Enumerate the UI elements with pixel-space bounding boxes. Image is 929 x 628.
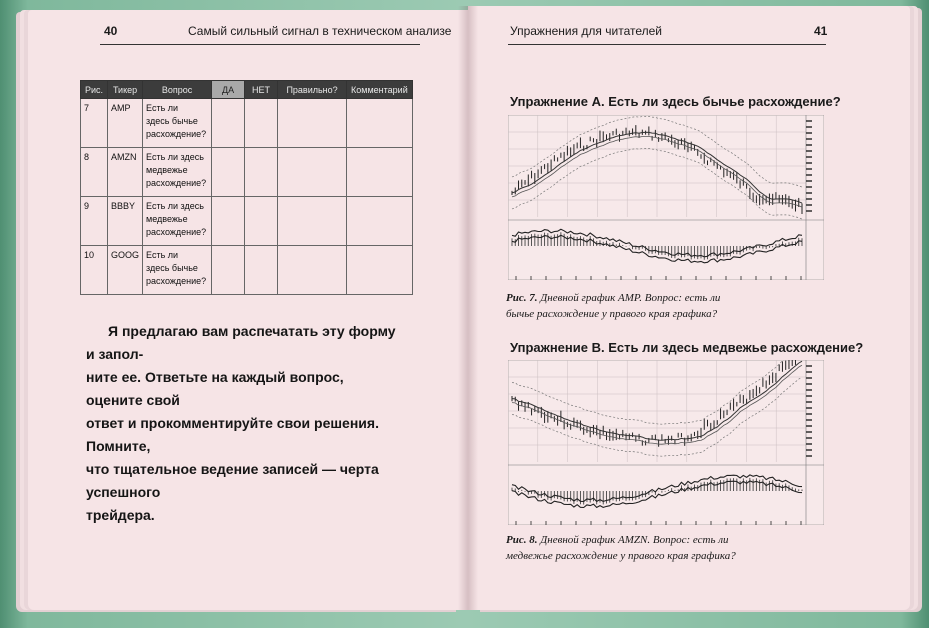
- row-question: Есть ли здесь медвежье расхождение?: [143, 197, 212, 246]
- cell-correct[interactable]: [278, 148, 347, 197]
- row-fig: 9: [81, 197, 108, 246]
- exercise-a-title: Упражнение А. Есть ли здесь бычье расхождение?: [510, 94, 841, 109]
- left-running-title: Самый сильный сигнал в техническом анализе: [188, 24, 452, 38]
- row-ticker: AMZN: [108, 148, 143, 197]
- cell-comment[interactable]: [347, 197, 413, 246]
- figure-8-caption: Рис. 8. Дневной график AMZN. Вопрос: есть ли медвежье расхождение у правого края графика?: [506, 534, 736, 562]
- row-ticker: BBBY: [108, 197, 143, 246]
- cell-comment[interactable]: [347, 99, 413, 148]
- cell-no[interactable]: [245, 99, 278, 148]
- col-yes: ДА: [212, 81, 245, 99]
- exercise-b-title: Упражнение В. Есть ли здесь медвежье расхождение?: [510, 340, 864, 355]
- cell-comment[interactable]: [347, 246, 413, 295]
- left-page-number: 40: [104, 24, 118, 38]
- book-gutter: [458, 6, 478, 610]
- row-question: Есть ли здесь бычье расхождение?: [143, 246, 212, 295]
- col-ticker: Тикер: [108, 81, 143, 99]
- table-row: [81, 197, 413, 246]
- exercise-table: [80, 80, 413, 295]
- row-ticker: GOOG: [108, 246, 143, 295]
- table-row: [81, 246, 413, 295]
- cell-comment[interactable]: [347, 148, 413, 197]
- amzn-daily-chart: [508, 360, 824, 525]
- body-paragraph: Я предлагаю вам распечатать эту форму и запол- ните ее. Ответьте на каждый вопрос, оцените свой ответ и прокомментируйте свои решения. Помните, что тщательное ведение записей — черта успешного трейдера.: [86, 323, 396, 523]
- row-ticker: AMP: [108, 99, 143, 148]
- col-correct: Правильно?: [278, 81, 347, 99]
- table-row: [81, 148, 413, 197]
- cell-correct[interactable]: [278, 99, 347, 148]
- cell-no[interactable]: [245, 148, 278, 197]
- right-header-rule: [508, 44, 826, 45]
- col-comment: Комментарий: [347, 81, 413, 99]
- figure-7-caption: Рис. 7. Дневной график AMP. Вопрос: есть ли бычье расхождение у правого края графика?: [506, 292, 721, 320]
- row-question: Есть ли здесь бычье расхождение?: [143, 99, 212, 148]
- row-fig: 10: [81, 246, 108, 295]
- cell-yes[interactable]: [212, 246, 245, 295]
- amp-daily-chart: [508, 115, 824, 280]
- left-header-rule: [100, 44, 420, 45]
- col-question: Вопрос: [143, 81, 212, 99]
- row-fig: 8: [81, 148, 108, 197]
- cell-correct[interactable]: [278, 246, 347, 295]
- row-question: Есть ли здесь медвежье расхождение?: [143, 148, 212, 197]
- cell-no[interactable]: [245, 197, 278, 246]
- right-running-title: Упражнения для читателей: [510, 24, 662, 38]
- right-page-number: 41: [814, 24, 828, 38]
- cell-yes[interactable]: [212, 197, 245, 246]
- cell-yes[interactable]: [212, 99, 245, 148]
- col-no: НЕТ: [245, 81, 278, 99]
- row-fig: 7: [81, 99, 108, 148]
- cell-yes[interactable]: [212, 148, 245, 197]
- table-row: [81, 99, 413, 148]
- cell-correct[interactable]: [278, 197, 347, 246]
- col-fig: Рис.: [81, 81, 108, 99]
- cell-no[interactable]: [245, 246, 278, 295]
